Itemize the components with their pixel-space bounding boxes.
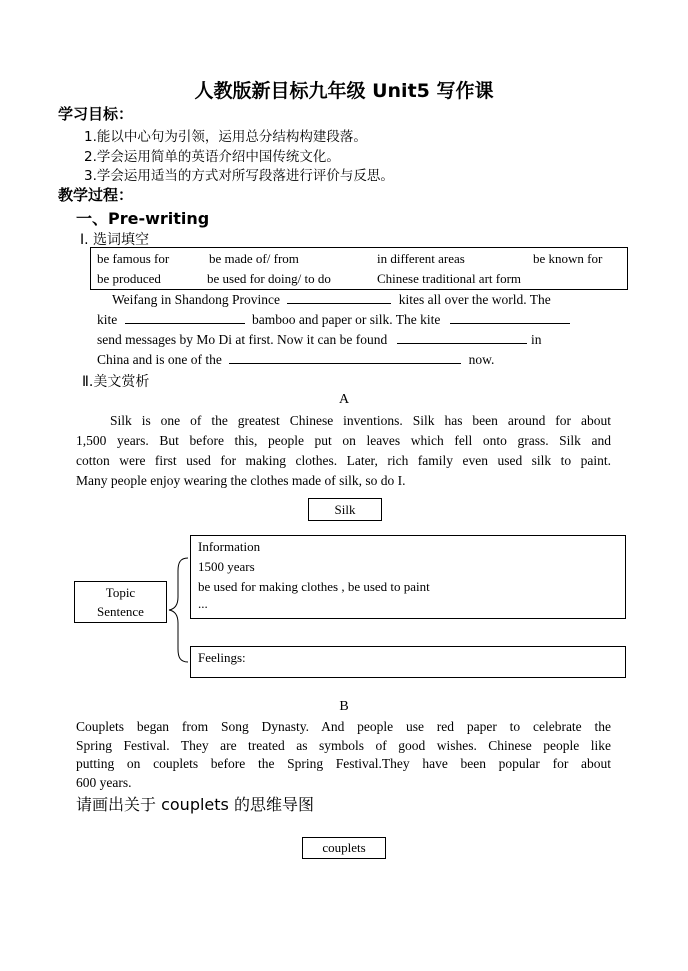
blank-line[interactable] <box>450 322 570 324</box>
passage-line: 1,500 years. But before this, people put on leaves which fell onto grass. Silk and <box>76 433 611 448</box>
word-bank-item: be known for <box>533 251 603 266</box>
word-bank-item: be famous for <box>97 251 170 266</box>
silk-center-box: Silk <box>308 498 382 521</box>
topic-label: Sentence <box>97 604 144 619</box>
passage-b <box>76 718 611 792</box>
passage-line: 600 years. <box>76 774 132 790</box>
info-line: Information <box>198 539 261 554</box>
fill-text: now. <box>468 352 495 367</box>
information-box <box>190 535 626 619</box>
topic-label: Topic <box>105 585 136 600</box>
blank-line[interactable] <box>229 362 461 364</box>
process-heading: 教学过程： <box>58 186 134 204</box>
couplets-box: couplets <box>302 837 386 859</box>
passage-line: cotton were first used for making clothes. Later, rich family even used silk to paint. <box>76 453 611 468</box>
fill-text: kites all over the world. The <box>398 292 551 307</box>
part-appreciation-heading: Ⅱ.美文赏析 <box>82 374 150 390</box>
info-line: be used for making clothes , be used to paint <box>198 579 430 594</box>
info-line: 1500 years <box>198 559 255 574</box>
fill-line-3 <box>97 332 541 348</box>
fill-text: in <box>530 332 542 347</box>
passage-b-label: B <box>339 699 349 714</box>
topic-sentence-box <box>74 581 167 623</box>
blank-line[interactable] <box>397 342 527 344</box>
feelings-box <box>190 646 626 678</box>
blank-line[interactable] <box>287 302 391 304</box>
feelings-label: Feelings: <box>198 650 246 665</box>
word-bank-item: in different areas <box>377 251 465 266</box>
word-bank-item: be produced <box>97 271 161 286</box>
objective-item: 2.学会运用简单的英语介绍中国传统文化。 <box>84 149 340 165</box>
passage-line: putting on couplets before the Spring Festival.They have been popular for about <box>76 756 611 771</box>
passage-line: Silk is one of the greatest Chinese inventions. Silk has been around for about <box>110 413 611 428</box>
fill-text: send messages by Mo Di at first. Now it can be found <box>97 332 388 347</box>
passage-a <box>76 411 611 491</box>
brace-connector <box>166 555 192 665</box>
fill-text: kite <box>97 312 118 327</box>
word-bank-item: Chinese traditional art form <box>377 271 522 286</box>
passage-line: Spring Festival. They are treated as symbols of good wishes. Chinese people like <box>76 737 611 753</box>
section-pre-writing: 一、Pre-writing <box>76 209 210 228</box>
objectives-heading: 学习目标： <box>58 105 134 123</box>
page-title: 人教版新目标九年级 Unit5 写作课 <box>194 80 494 102</box>
fill-text: Weifang in Shandong Province <box>112 292 281 307</box>
fill-text: China and is one of the <box>97 352 222 367</box>
fill-text: bamboo and paper or silk. The kite <box>252 312 441 327</box>
objective-item: 3.学会运用适当的方式对所写段落进行评价与反思。 <box>84 168 394 184</box>
word-bank-item: be used for doing/ to do <box>207 271 331 286</box>
fill-line-4 <box>97 352 494 368</box>
info-line: ... <box>198 596 208 611</box>
passage-line: Many people enjoy wearing the clothes made of silk, so do I. <box>76 473 406 488</box>
word-bank-box <box>90 247 628 290</box>
objective-item: 1.能以中心句为引领，运用总分结构构建段落。 <box>84 129 367 145</box>
fill-line-1 <box>112 292 551 308</box>
part-fill-in-heading: Ⅰ. 选词填空 <box>80 232 150 248</box>
word-bank-item: be made of/ from <box>209 251 299 266</box>
passage-a-label: A <box>338 392 350 407</box>
blank-line[interactable] <box>125 322 245 324</box>
passage-line: Couplets began from Song Dynasty. And people use red paper to celebrate the <box>76 719 611 734</box>
fill-line-2 <box>97 312 570 328</box>
mindmap-instruction: 请画出关于 couplets 的思维导图 <box>76 795 314 814</box>
